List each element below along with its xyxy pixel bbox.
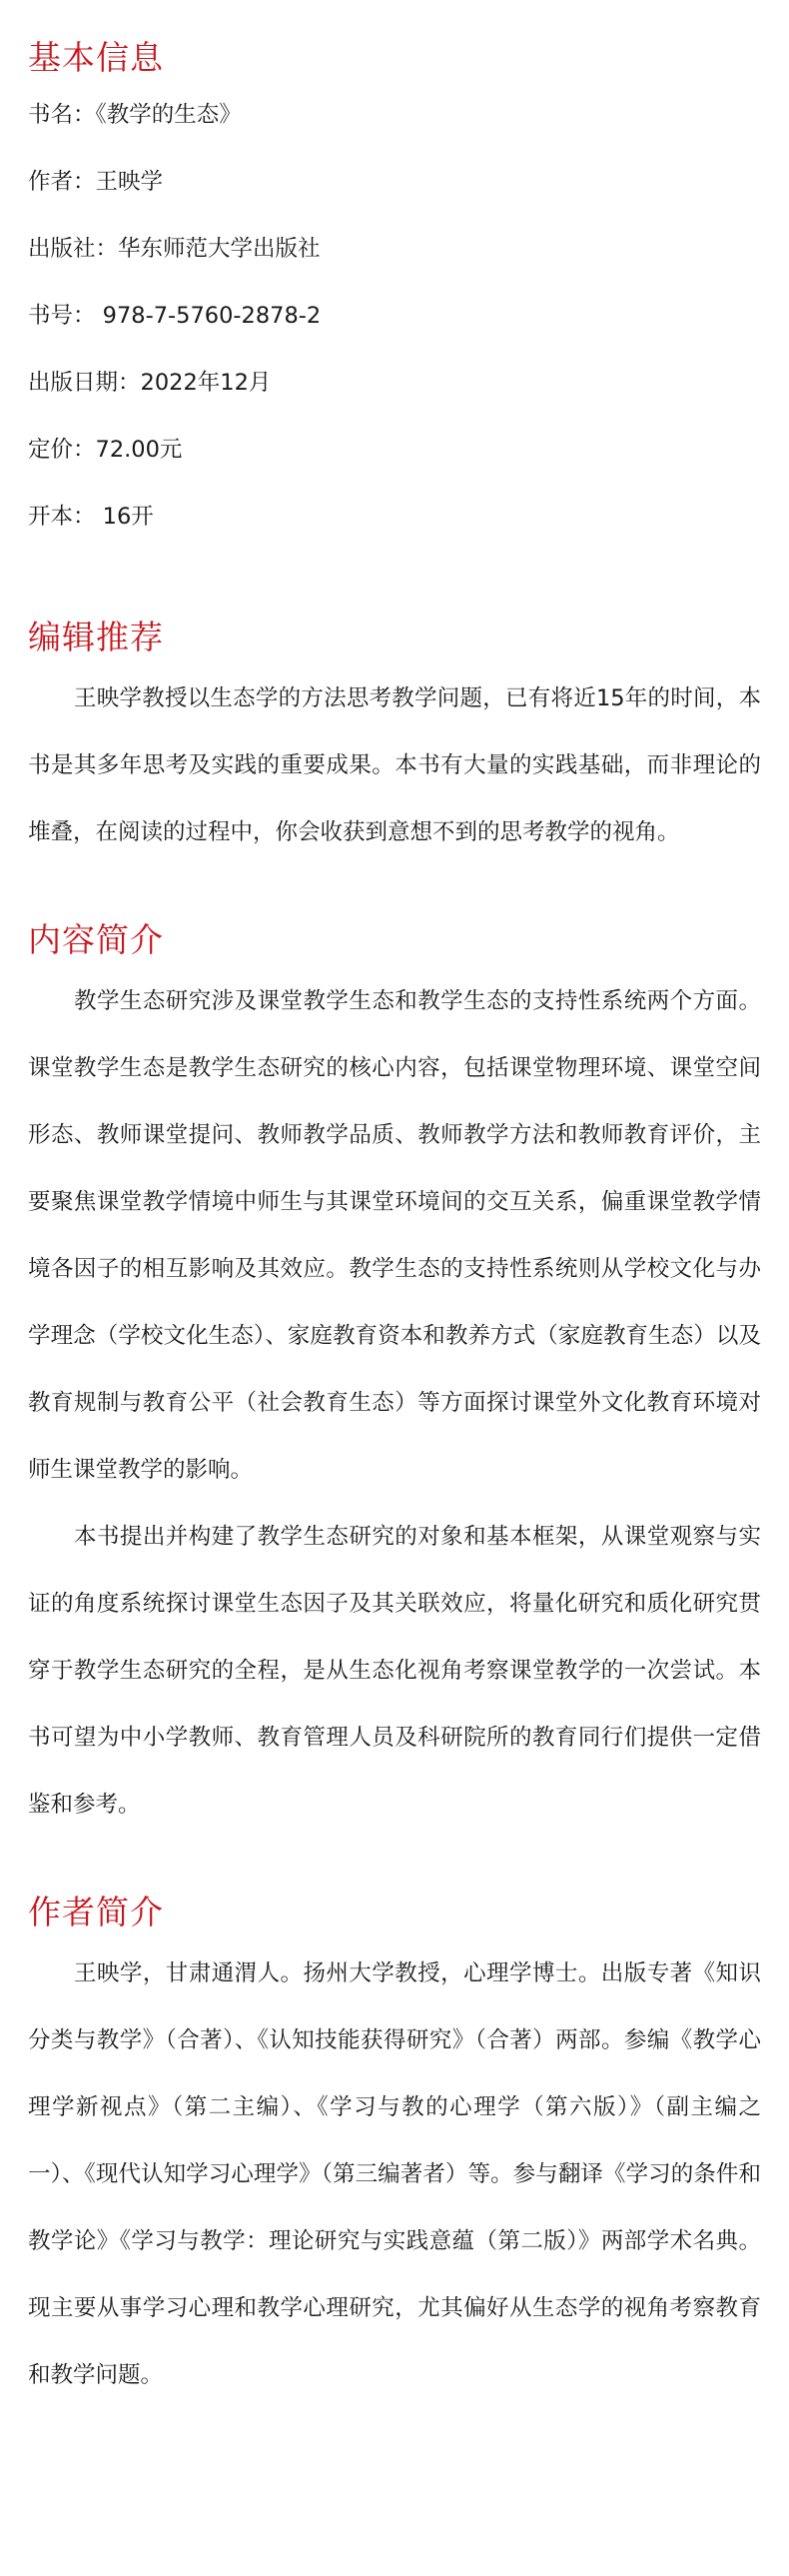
editor-recommendation-title: 编辑推荐 bbox=[28, 618, 164, 656]
editor-recommendation-section bbox=[28, 616, 761, 866]
basic-info-title: 基本信息 bbox=[28, 38, 164, 77]
info-isbn: 书号： 978-7-5760-2878-2 bbox=[28, 303, 322, 329]
info-format: 开本： 16开 bbox=[28, 504, 154, 530]
author-bio-title: 作者简介 bbox=[28, 1893, 164, 1932]
content-summary-section bbox=[28, 918, 761, 1839]
author-bio-paragraph: 王映学，甘肃通渭人。扬州大学教授，心理学博士。出版专著《知识分类与教学》（合著）、《认知技能获得研究》（合著）两部。参编《教学心理学新视点》（第二主编）、《学习与教的心理学（第六版）》（副主编之一）、《现代认知学习心理学》（第三编著者）等。参与翻译《学习的条件和教学论》《学习与教学：理论研究与实践意蕴（第二版）》两部学术名典。现主要从事学习心理和教学心理研究，尤其偏好从生态学的视角考察教育和教学问题。 bbox=[28, 1960, 761, 2388]
author-bio-section bbox=[28, 1891, 761, 2409]
editor-recommendation-paragraph: 王映学教授以生态学的方法思考教学问题，已有将近15年的时间，本书是其多年思考及实践的重要成果。本书有大量的实践基础，而非理论的堆叠，在阅读的过程中，你会收获到意想不到的思考教学的视角。 bbox=[28, 685, 761, 845]
info-publisher: 出版社：华东师范大学出版社 bbox=[28, 236, 321, 262]
info-price: 定价：72.00元 bbox=[28, 437, 183, 463]
content-summary-paragraph-2: 本书提出并构建了教学生态研究的对象和基本框架，从课堂观察与实证的角度系统探讨课堂生态因子及其关联效应，将量化研究和质化研究贯穿于教学生态研究的全程，是从生态化视角考察课堂教学的一次尝试。本书可望为中小学教师、教育管理人员及科研院所的教育同行们提供一定借鉴和参考。 bbox=[28, 1524, 761, 1818]
info-book-title: 书名：《教学的生态》 bbox=[28, 102, 242, 128]
info-publish-date: 出版日期：2022年12月 bbox=[28, 370, 272, 396]
content-summary-title: 内容简介 bbox=[28, 920, 164, 959]
info-author: 作者：王映学 bbox=[28, 169, 164, 195]
content-summary-paragraph-1: 教学生态研究涉及课堂教学生态和教学生态的支持性系统两个方面。课堂教学生态是教学生态研究的核心内容，包括课堂物理环境、课堂空间形态、教师课堂提问、教师教学品质、教师教学方法和教师教育评价，主要聚焦课堂教学情境中师生与其课堂环境间的交互关系，偏重课堂教学情境各因子的相互影响及其效应。教学生态的支持性系统则从学校文化与办学理念（学校文化生态）、家庭教育资本和教养方式（家庭教育生态）以及教育规制与教育公平（社会教育生态）等方面探讨课堂外文化教育环境对师生课堂教学的影响。 bbox=[28, 988, 761, 1483]
basic-info-section bbox=[28, 0, 761, 532]
